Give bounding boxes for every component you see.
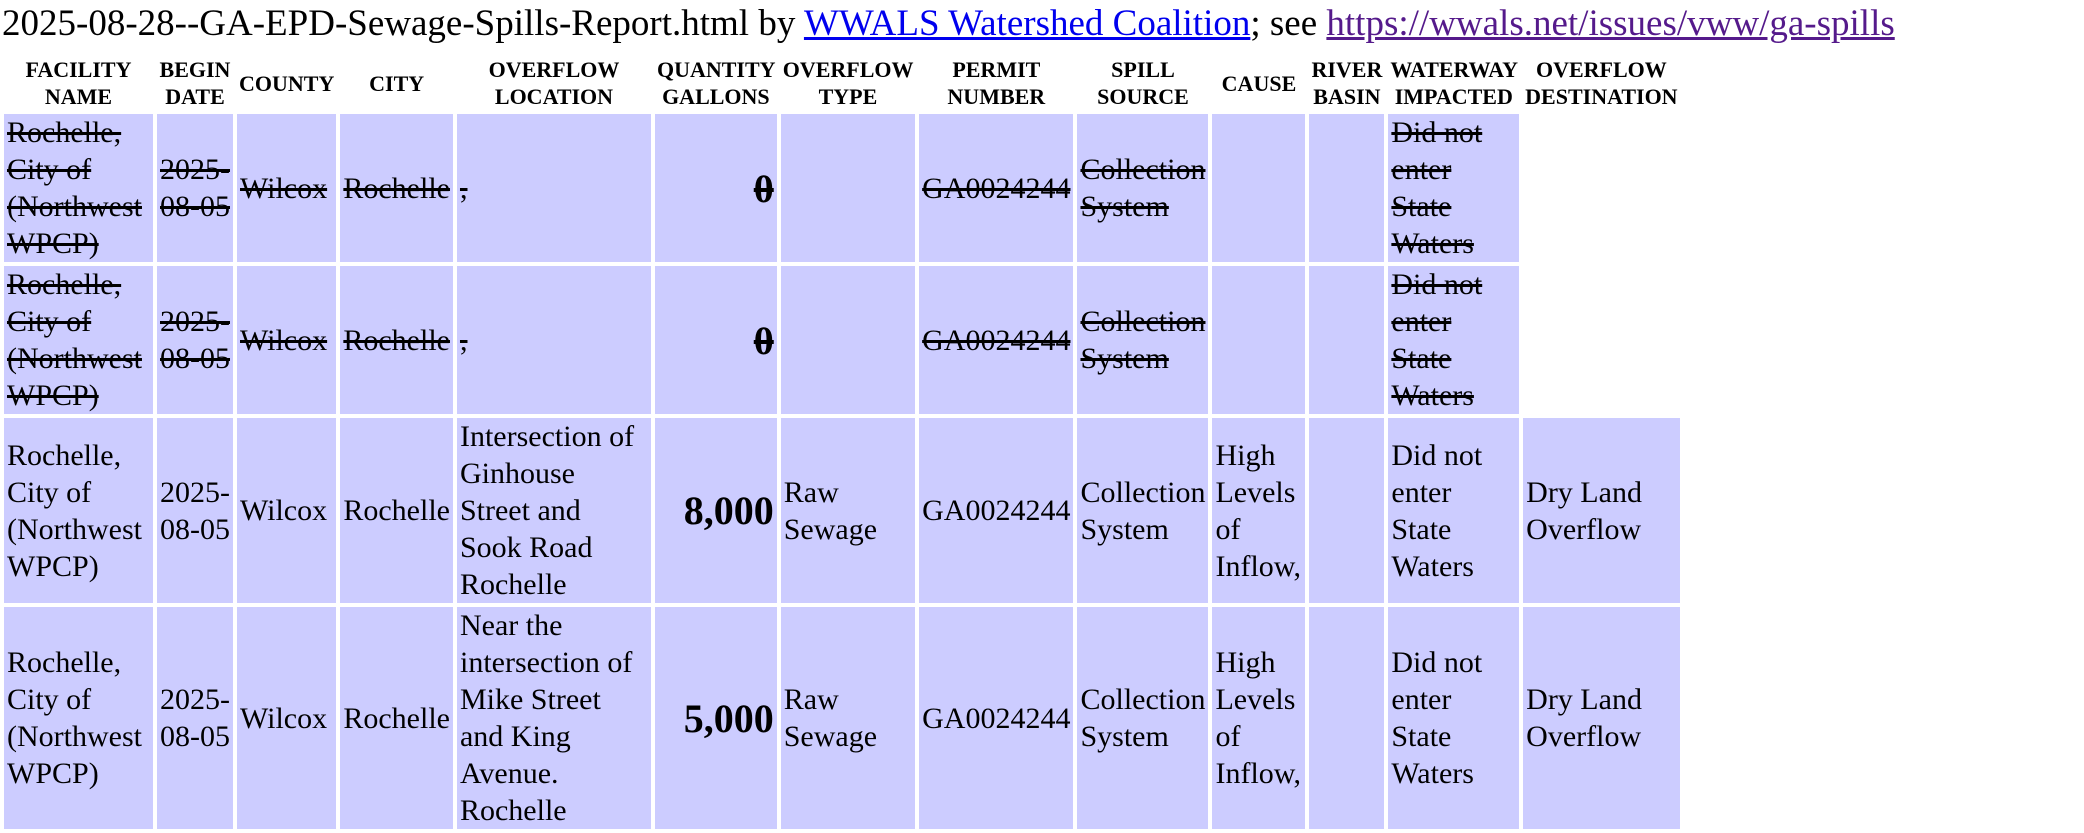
waterway-cell: Did not enter State Waters	[1388, 114, 1519, 262]
date-cell: 2025-08-05	[157, 418, 233, 603]
waterway-cell: Did not enter State Waters	[1388, 418, 1519, 603]
quantity-cell: 5,000	[655, 607, 777, 829]
source-cell: Collection System	[1077, 266, 1208, 414]
county-cell: Wilcox	[237, 266, 336, 414]
type-cell: Raw Sewage	[781, 607, 915, 829]
permit-cell: GA0024244	[919, 266, 1073, 414]
date-cell: 2025-08-05	[157, 114, 233, 262]
ga-spills-link[interactable]: https://wwals.net/issues/vww/ga-spills	[1326, 3, 1895, 44]
waterway-cell: Did not enter State Waters	[1388, 607, 1519, 829]
permit-cell: GA0024244	[919, 607, 1073, 829]
facility-cell: Rochelle, City of (Northwest WPCP)	[4, 114, 153, 262]
report-filename: 2025-08-28--GA-EPD-Sewage-Spills-Report.html	[2, 3, 750, 44]
table-row	[4, 266, 1680, 414]
see-text: ; see	[1250, 3, 1327, 44]
source-cell: Collection System	[1077, 114, 1208, 262]
basin-cell	[1309, 418, 1384, 603]
col-waterway-impacted: WATERWAY IMPACTED	[1390, 57, 1518, 109]
wwals-link[interactable]: WWALS Watershed Coalition	[803, 3, 1251, 44]
table-row	[4, 114, 1680, 262]
quantity-cell: 0	[655, 114, 777, 262]
city-cell: Rochelle	[340, 114, 453, 262]
cause-cell	[1212, 266, 1305, 414]
cause-cell: High Levels of Inflow,	[1212, 418, 1305, 603]
destination-cell	[1523, 266, 1679, 414]
permit-cell: GA0024244	[919, 418, 1073, 603]
header-row	[4, 56, 1680, 110]
col-overflow-destination: OVERFLOW DESTINATION	[1525, 57, 1678, 109]
location-cell: ,	[457, 114, 651, 262]
source-cell: Collection System	[1077, 607, 1208, 829]
col-facility-name: FACILITY NAME	[4, 56, 153, 110]
city-cell: Rochelle	[340, 418, 453, 603]
col-permit-number: PERMIT NUMBER	[919, 56, 1073, 110]
location-cell: ,	[457, 266, 651, 414]
facility-cell: Rochelle, City of (Northwest WPCP)	[4, 266, 153, 414]
city-cell: Rochelle	[340, 266, 453, 414]
col-overflow-location: OVERFLOW LOCATION	[457, 56, 651, 110]
col-quantity-gallons: QUANTITY GALLONS	[656, 57, 776, 109]
col-spill-source: SPILL SOURCE	[1077, 56, 1208, 110]
destination-cell	[1523, 114, 1679, 262]
basin-cell	[1309, 266, 1384, 414]
col-overflow-type: OVERFLOW TYPE	[782, 57, 914, 109]
location-cell: Intersection of Ginhouse Street and Sook Road Rochelle	[457, 418, 651, 603]
facility-cell: Rochelle, City of (Northwest WPCP)	[4, 607, 153, 829]
destination-cell: Dry Land Overflow	[1523, 418, 1679, 603]
cause-cell: High Levels of Inflow,	[1212, 607, 1305, 829]
source-cell: Collection System	[1077, 418, 1208, 603]
city-cell: Rochelle	[340, 607, 453, 829]
type-cell	[781, 114, 915, 262]
col-river-basin: RIVER BASIN	[1311, 57, 1383, 109]
destination-cell: Dry Land Overflow	[1523, 607, 1679, 829]
quantity-cell: 8,000	[655, 418, 777, 603]
type-cell	[781, 266, 915, 414]
type-cell: Raw Sewage	[781, 418, 915, 603]
county-cell: Wilcox	[237, 418, 336, 603]
county-cell: Wilcox	[237, 114, 336, 262]
quantity-cell: 0	[655, 266, 777, 414]
permit-cell: GA0024244	[919, 114, 1073, 262]
by-text: by	[749, 3, 804, 44]
basin-cell	[1309, 114, 1384, 262]
col-begin-date: BEGIN DATE	[157, 56, 233, 110]
col-county: COUNTY	[237, 56, 336, 110]
table-row	[4, 418, 1680, 603]
table-row	[4, 607, 1680, 829]
cause-cell	[1212, 114, 1305, 262]
page-title	[2, 2, 1895, 46]
date-cell: 2025-08-05	[157, 266, 233, 414]
location-cell: Near the intersection of Mike Street and King Avenue. Rochelle	[457, 607, 651, 829]
county-cell: Wilcox	[237, 607, 336, 829]
waterway-cell: Did not enter State Waters	[1388, 266, 1519, 414]
facility-cell: Rochelle, City of (Northwest WPCP)	[4, 418, 153, 603]
col-cause: CAUSE	[1212, 56, 1305, 110]
date-cell: 2025-08-05	[157, 607, 233, 829]
col-city: CITY	[340, 56, 453, 110]
spills-table	[0, 52, 1684, 833]
basin-cell	[1309, 607, 1384, 829]
